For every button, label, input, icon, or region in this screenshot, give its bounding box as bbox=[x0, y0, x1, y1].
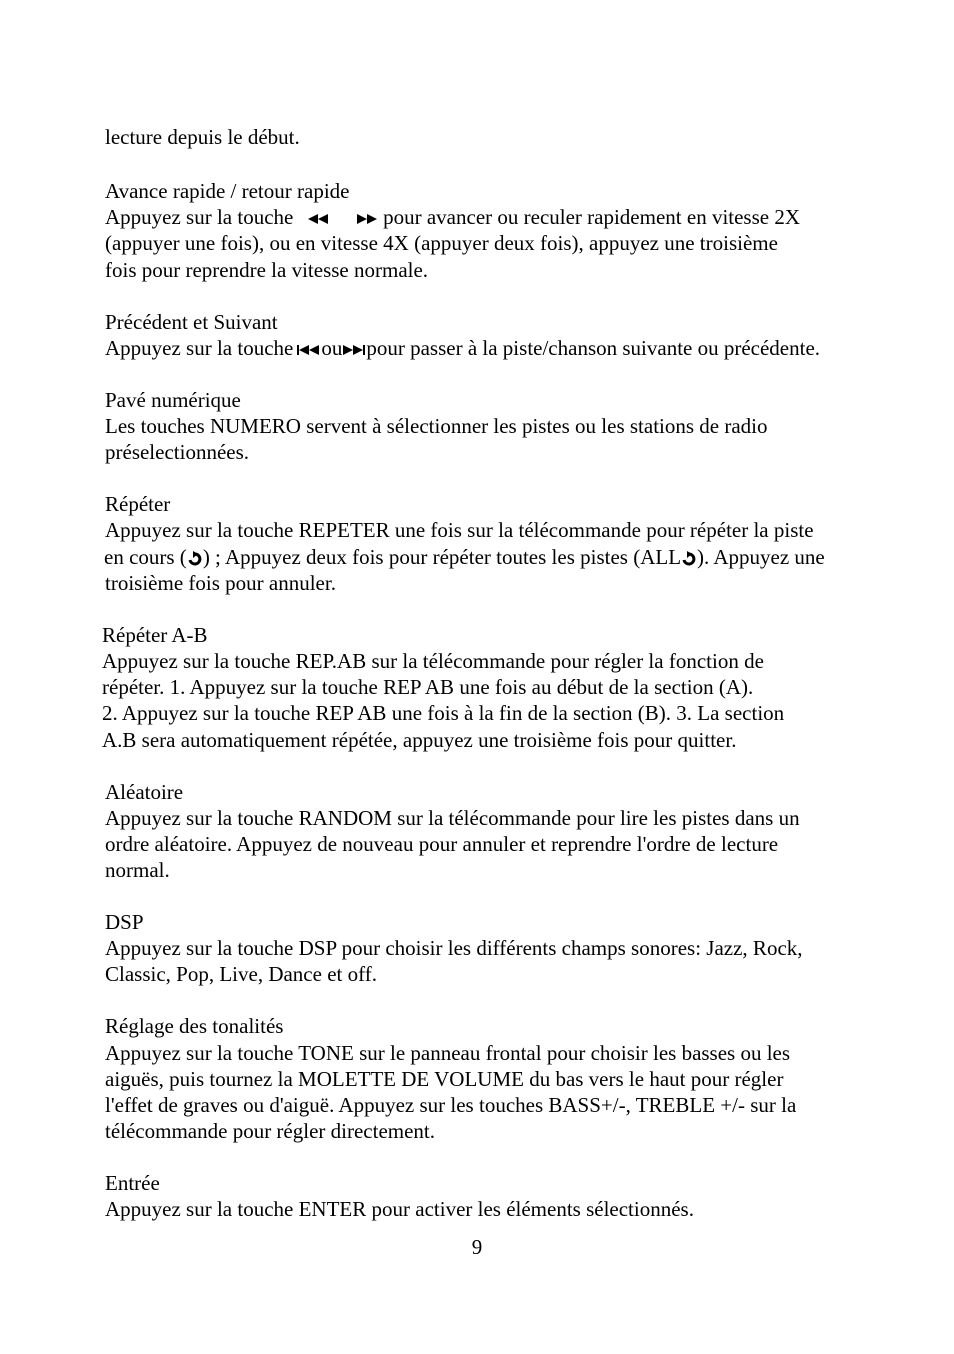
repeat-ab-line-1: Appuyez sur la touche REP.AB sur la télécommande pour régler la fonction de bbox=[102, 649, 764, 673]
repeat-line-2-c: ). Appuyez une bbox=[697, 545, 825, 569]
page-number: 9 bbox=[471, 1235, 483, 1259]
intro-continuation: lecture depuis le début. bbox=[105, 125, 300, 149]
prevnext-line-1-a: Appuyez sur la touche bbox=[105, 336, 294, 360]
tone-line-4: télécommande pour régler directement. bbox=[105, 1119, 436, 1143]
section-title-repeat: Répéter bbox=[105, 492, 171, 516]
enter-line-1: Appuyez sur la touche ENTER pour activer les éléments sélectionnés. bbox=[105, 1197, 694, 1221]
prevnext-line-1-b: pour passer à la piste/chanson suivante ou précédente. bbox=[366, 336, 821, 360]
fast-line-2: (appuyer une fois), ou en vitesse 4X (appuyer deux fois), appuyez une troisième bbox=[105, 231, 778, 255]
repeat-ab-line-3: 2. Appuyez sur la touche REP AB une fois à la fin de la section (B). 3. La section bbox=[102, 701, 785, 725]
fast-line-1-a: Appuyez sur la touche bbox=[105, 205, 294, 229]
prevnext-or: ou bbox=[321, 336, 343, 360]
repeat-line-1: Appuyez sur la touche REPETER une fois sur la télécommande pour répéter la piste bbox=[105, 518, 814, 542]
keypad-line-2: préselectionnées. bbox=[105, 440, 250, 464]
section-title-prevnext: Précédent et Suivant bbox=[105, 310, 278, 334]
repeat-icon bbox=[187, 551, 203, 567]
repeat-line-2 bbox=[104, 544, 825, 570]
random-line-2: ordre aléatoire. Appuyez de nouveau pour annuler et reprendre l'ordre de lecture bbox=[105, 832, 779, 856]
tone-line-3: l'effet de graves ou d'aiguë. Appuyez sur les touches BASS+/-, TREBLE +/- sur la bbox=[105, 1093, 797, 1117]
skip-previous-icon bbox=[297, 344, 321, 356]
section-title-random: Aléatoire bbox=[105, 780, 184, 804]
section-title-keypad: Pavé numérique bbox=[105, 388, 241, 412]
fast-forward-icon bbox=[356, 213, 378, 225]
section-title-enter: Entrée bbox=[105, 1171, 160, 1195]
fast-line-1-b: pour avancer ou reculer rapidement en vitesse 2X bbox=[383, 205, 801, 229]
section-title-repeat-ab: Répéter A-B bbox=[102, 623, 208, 647]
random-line-1: Appuyez sur la touche RANDOM sur la télécommande pour lire les pistes dans un bbox=[105, 806, 800, 830]
tone-line-2: aiguës, puis tournez la MOLETTE DE VOLUME du bas vers le haut pour régler bbox=[105, 1067, 784, 1091]
section-title-dsp: DSP bbox=[105, 910, 144, 934]
prevnext-line-1 bbox=[105, 335, 820, 361]
repeat-line-2-b: ) ; Appuyez deux fois pour répéter toutes les pistes (ALL bbox=[202, 545, 682, 569]
random-line-3: normal. bbox=[105, 858, 170, 882]
repeat-all-icon bbox=[681, 551, 697, 567]
rewind-icon bbox=[307, 213, 329, 225]
repeat-ab-line-4: A.B sera automatiquement répétée, appuyez une troisième fois pour quitter. bbox=[102, 728, 737, 752]
tone-line-1: Appuyez sur la touche TONE sur le panneau frontal pour choisir les basses ou les bbox=[105, 1041, 791, 1065]
section-title-fast: Avance rapide / retour rapide bbox=[105, 179, 350, 203]
section-title-tone: Réglage des tonalités bbox=[105, 1014, 284, 1038]
dsp-line-2: Classic, Pop, Live, Dance et off. bbox=[105, 962, 377, 986]
repeat-line-2-a: en cours ( bbox=[104, 545, 187, 569]
fast-line-3: fois pour reprendre la vitesse normale. bbox=[105, 258, 429, 282]
dsp-line-1: Appuyez sur la touche DSP pour choisir les différents champs sonores: Jazz, Rock, bbox=[105, 936, 803, 960]
skip-next-icon bbox=[342, 344, 366, 356]
repeat-ab-line-2: répéter. 1. Appuyez sur la touche REP AB une fois au début de la section (A). bbox=[102, 675, 754, 699]
repeat-line-3: troisième fois pour annuler. bbox=[105, 571, 336, 595]
fast-line-1 bbox=[105, 204, 800, 230]
keypad-line-1: Les touches NUMERO servent à sélectionner les pistes ou les stations de radio bbox=[105, 414, 768, 438]
